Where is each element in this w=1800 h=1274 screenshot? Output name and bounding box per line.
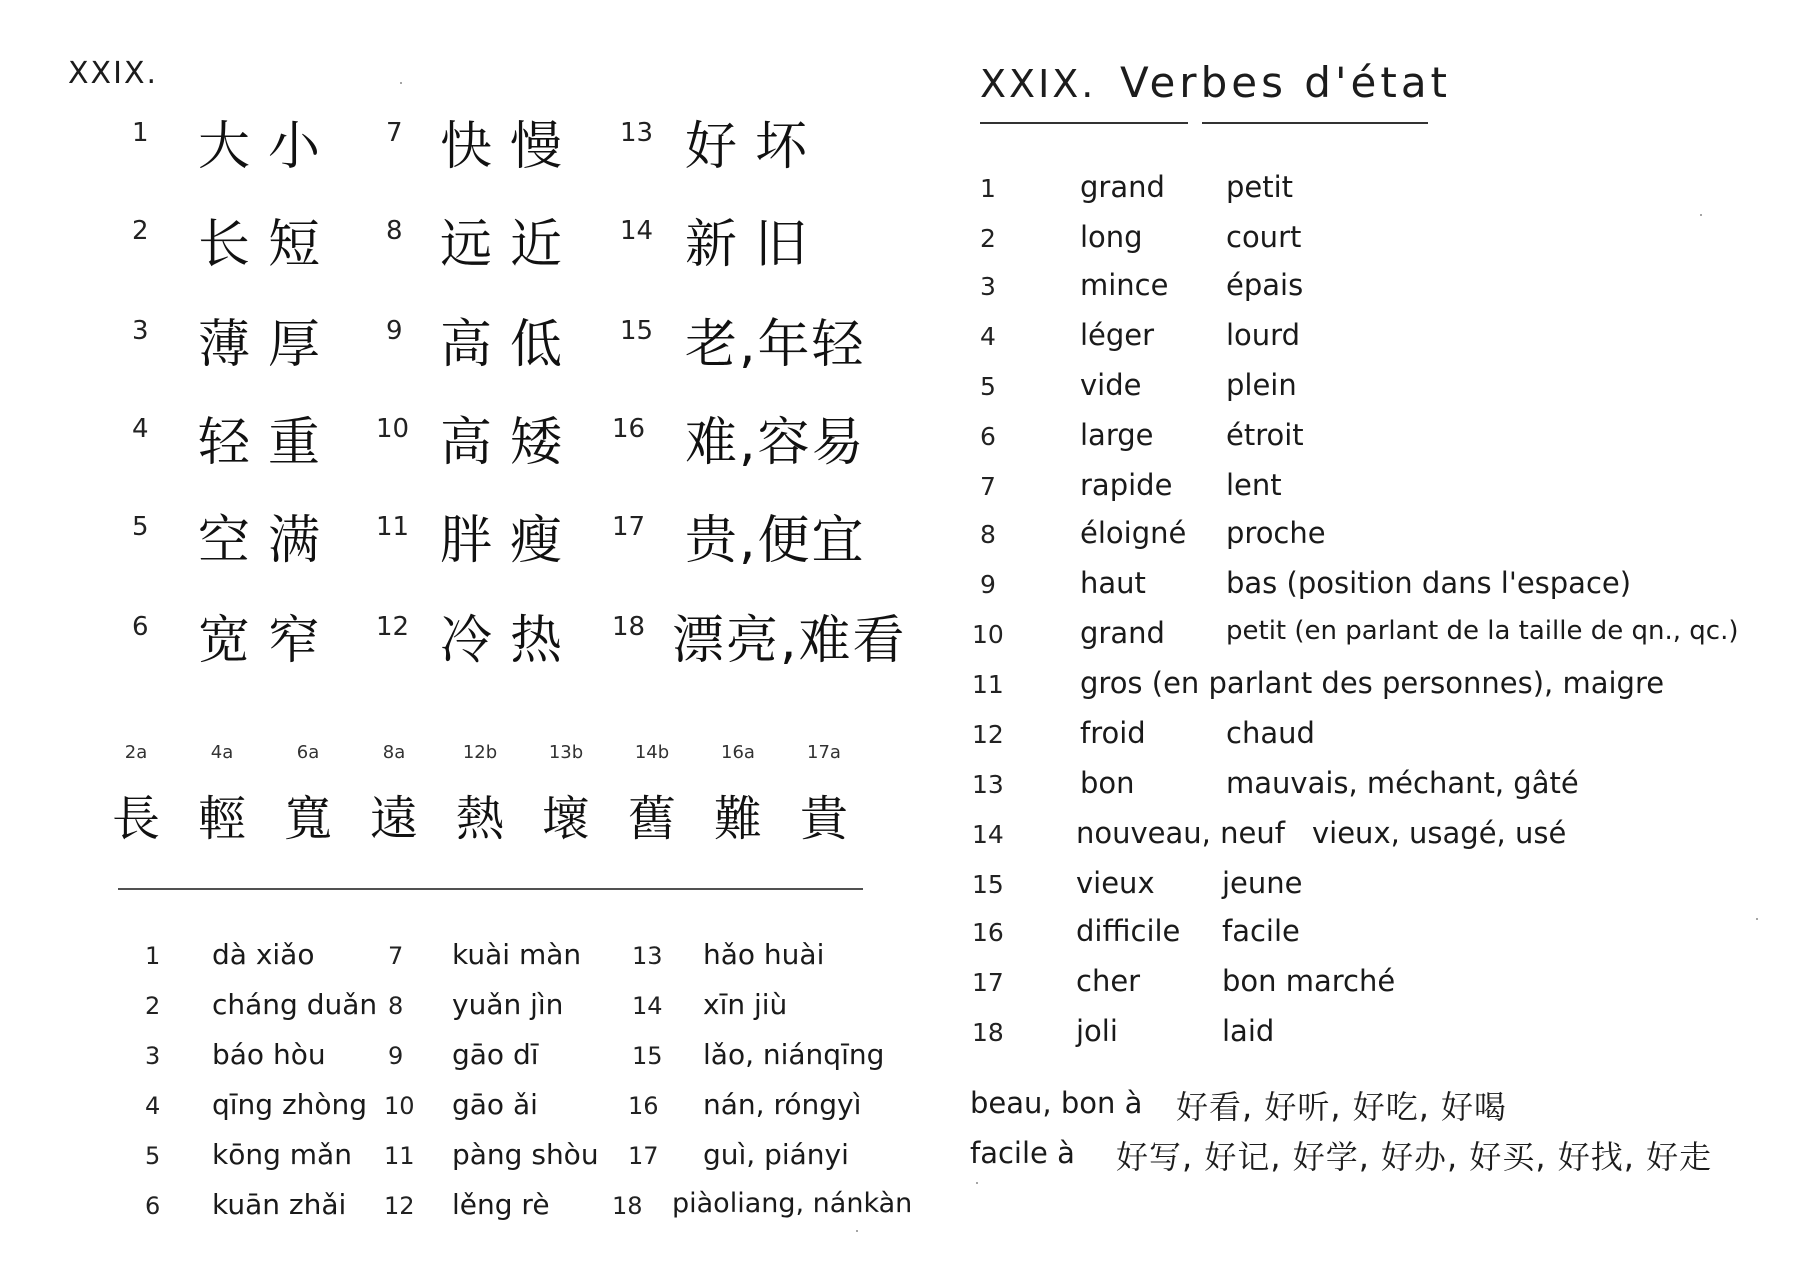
adjective: rapide [1080, 468, 1173, 502]
trad-number: 14b [634, 742, 670, 763]
pinyin-pair: nán, róngyì [703, 1088, 862, 1121]
item-number: 18 [612, 1192, 643, 1220]
hanzi-pair: 宽窄 [198, 611, 339, 671]
adjective: joli [1076, 1014, 1118, 1048]
item-number: 10 [384, 1092, 415, 1120]
pinyin-pair: xīn jiù [703, 988, 788, 1021]
hanzi-pair: 快慢 [440, 117, 581, 177]
hanzi-pair: 冷热 [440, 611, 581, 671]
adjective: froid [1080, 716, 1146, 750]
item-number: 15 [972, 870, 1004, 899]
hanzi-pair: 远近 [440, 215, 581, 275]
pinyin-pair: hǎo huài [703, 938, 825, 971]
item-number: 12 [384, 1192, 415, 1220]
footer-characters: 好看, 好听, 好吃, 好喝 [1176, 1088, 1508, 1126]
item-number: 13 [632, 942, 663, 970]
adjective: haut [1080, 566, 1146, 600]
item-number: 11 [376, 512, 410, 542]
trad-char: 寬 [283, 791, 332, 847]
trad-char: 長 [111, 791, 160, 847]
trad-char: 遠 [369, 791, 418, 847]
item-number: 10 [972, 620, 1004, 649]
item-number: 8 [388, 992, 404, 1020]
hanzi-pair: 新旧 [685, 215, 826, 275]
item-number: 3 [132, 316, 149, 346]
item-number: 15 [632, 1042, 663, 1070]
pinyin-pair: guì, piányi [703, 1138, 849, 1171]
item-number: 1 [980, 174, 996, 203]
item-number: 6 [980, 422, 996, 451]
trad-number: 4a [210, 742, 234, 763]
opposite: court [1226, 220, 1302, 254]
hanzi-pair: 高矮 [440, 413, 581, 473]
trad-number: 13b [548, 742, 584, 763]
opposite: bon marché [1222, 964, 1396, 998]
item-number: 1 [145, 942, 161, 970]
item-number: 9 [980, 570, 996, 599]
opposite: lourd [1226, 318, 1301, 352]
item-number: 18 [972, 1018, 1004, 1047]
footer-label: beau, bon à [970, 1086, 1143, 1120]
item-number: 17 [612, 512, 646, 542]
trad-char: 輕 [197, 791, 246, 847]
item-number: 14 [620, 216, 654, 246]
item-number: 15 [620, 316, 654, 346]
hanzi-pair: 漂亮,难看 [672, 611, 907, 671]
item-number: 13 [620, 118, 654, 148]
opposite: étroit [1226, 418, 1304, 452]
item-number: 16 [628, 1092, 659, 1120]
opposite: vieux, usagé, usé [1312, 816, 1567, 850]
title-underline-1 [980, 122, 1188, 124]
item-number: 14 [632, 992, 663, 1020]
item-number: 5 [145, 1142, 161, 1170]
item-number: 7 [980, 472, 996, 501]
pinyin-pair: báo hòu [212, 1038, 326, 1071]
adjective: long [1080, 220, 1143, 254]
trad-char: 舊 [627, 791, 676, 847]
opposite: épais [1226, 268, 1304, 302]
opposite: facile [1222, 914, 1300, 948]
hanzi-pair: 胖瘦 [440, 511, 581, 571]
adjective: grand [1080, 170, 1165, 204]
adjective: éloigné [1080, 516, 1187, 550]
hanzi-pair: 空满 [198, 511, 339, 571]
item-number: 2 [980, 224, 996, 253]
trad-number: 17a [807, 742, 841, 763]
item-number: 7 [386, 118, 403, 148]
item-number: 2 [145, 992, 161, 1020]
adjective: large [1080, 418, 1154, 452]
opposite: plein [1226, 368, 1297, 402]
item-number: 10 [376, 414, 410, 444]
scan-speck [400, 82, 402, 84]
item-number: 4 [132, 414, 149, 444]
item-number: 17 [628, 1142, 659, 1170]
item-number: 2 [132, 216, 149, 246]
pinyin-pair: lǎo, niánqīng [703, 1038, 885, 1071]
opposite: petit [1226, 170, 1294, 204]
adjective: nouveau, neuf [1076, 816, 1285, 850]
pinyin-pair: kuān zhǎi [212, 1188, 347, 1221]
opposite: chaud [1226, 716, 1315, 750]
item-number: 16 [612, 414, 646, 444]
item-number: 12 [376, 612, 410, 642]
adjective: difficile [1076, 914, 1181, 948]
item-number: 14 [972, 820, 1004, 849]
hanzi-pair: 大小 [198, 117, 339, 177]
pinyin-pair: qīng zhòng [212, 1088, 368, 1121]
adjective: cher [1076, 964, 1141, 998]
item-number: 9 [388, 1042, 404, 1070]
trad-char: 壞 [541, 791, 590, 847]
item-number: 5 [132, 512, 149, 542]
item-number: 13 [972, 770, 1004, 799]
opposite: laid [1222, 1014, 1275, 1048]
scan-speck [856, 1230, 858, 1232]
adjective: mince [1080, 268, 1169, 302]
hanzi-pair: 好坏 [685, 117, 826, 177]
scan-speck [1700, 214, 1702, 216]
hanzi-pair: 薄厚 [198, 315, 339, 375]
opposite: bas (position dans l'espace) [1226, 566, 1632, 600]
pinyin-pair: piàoliang, nánkàn [672, 1188, 913, 1219]
item-number: 18 [612, 612, 646, 642]
title-underline-2 [1202, 122, 1428, 124]
item-number: 3 [980, 272, 996, 301]
scan-speck [976, 1182, 978, 1184]
item-number: 8 [980, 520, 996, 549]
pinyin-pair: cháng duǎn [212, 988, 378, 1021]
hanzi-pair: 高低 [440, 315, 581, 375]
item-number: 3 [145, 1042, 161, 1070]
trad-number: 2a [124, 742, 148, 763]
item-number: 4 [145, 1092, 161, 1120]
opposite: proche [1226, 516, 1326, 550]
pinyin-pair: kuài màn [452, 938, 582, 971]
item-number: 6 [132, 612, 149, 642]
adjective: léger [1080, 318, 1155, 352]
hanzi-pair: 老,年轻 [685, 315, 866, 375]
item-number: 7 [388, 942, 404, 970]
pinyin-pair: dà xiǎo [212, 938, 315, 971]
trad-char: 熱 [455, 791, 504, 847]
trad-char: 貴 [799, 791, 848, 847]
hanzi-pair: 贵,便宜 [685, 511, 866, 571]
scan-speck [1756, 918, 1758, 920]
adjective: vide [1080, 368, 1142, 402]
pinyin-pair: pàng shòu [452, 1138, 599, 1171]
item-number: 5 [980, 372, 996, 401]
item-number: 17 [972, 968, 1004, 997]
trad-number: 16a [721, 742, 755, 763]
hanzi-pair: 难,容易 [685, 413, 866, 473]
trad-char: 難 [713, 791, 762, 847]
left-heading: XXIX. [68, 56, 159, 91]
trad-number: 12b [462, 742, 498, 763]
right-heading-title: Verbes d'état [1120, 58, 1452, 107]
hanzi-pair: 长短 [198, 215, 339, 275]
opposite: mauvais, méchant, gâté [1226, 766, 1579, 800]
item-number: 8 [386, 216, 403, 246]
item-number: 6 [145, 1192, 161, 1220]
right-heading-number: XXIX. [980, 62, 1097, 106]
opposite: jeune [1222, 866, 1303, 900]
pinyin-pair: kōng mǎn [212, 1138, 352, 1171]
pinyin-pair: gāo dī [452, 1038, 539, 1071]
adjective: bon [1080, 766, 1135, 800]
pinyin-pair: gāo ǎi [452, 1088, 538, 1121]
pinyin-pair: yuǎn jìn [452, 988, 564, 1021]
item-number: 9 [386, 316, 403, 346]
left-divider [118, 888, 863, 890]
item-number: 16 [972, 918, 1004, 947]
item-number: 11 [972, 670, 1004, 699]
pinyin-pair: lěng rè [452, 1188, 550, 1221]
hanzi-pair: 轻重 [198, 413, 339, 473]
adjective: gros (en parlant des personnes), maigre [1080, 666, 1665, 700]
trad-number: 8a [382, 742, 406, 763]
item-number: 1 [132, 118, 149, 148]
item-number: 4 [980, 322, 996, 351]
item-number: 11 [384, 1142, 415, 1170]
opposite: petit (en parlant de la taille de qn., qc.) [1226, 616, 1739, 646]
item-number: 12 [972, 720, 1004, 749]
footer-label: facile à [970, 1136, 1075, 1170]
opposite: lent [1226, 468, 1282, 502]
footer-characters: 好写, 好记, 好学, 好办, 好买, 好找, 好走 [1116, 1138, 1713, 1176]
trad-number: 6a [296, 742, 320, 763]
adjective: vieux [1076, 866, 1155, 900]
adjective: grand [1080, 616, 1165, 650]
